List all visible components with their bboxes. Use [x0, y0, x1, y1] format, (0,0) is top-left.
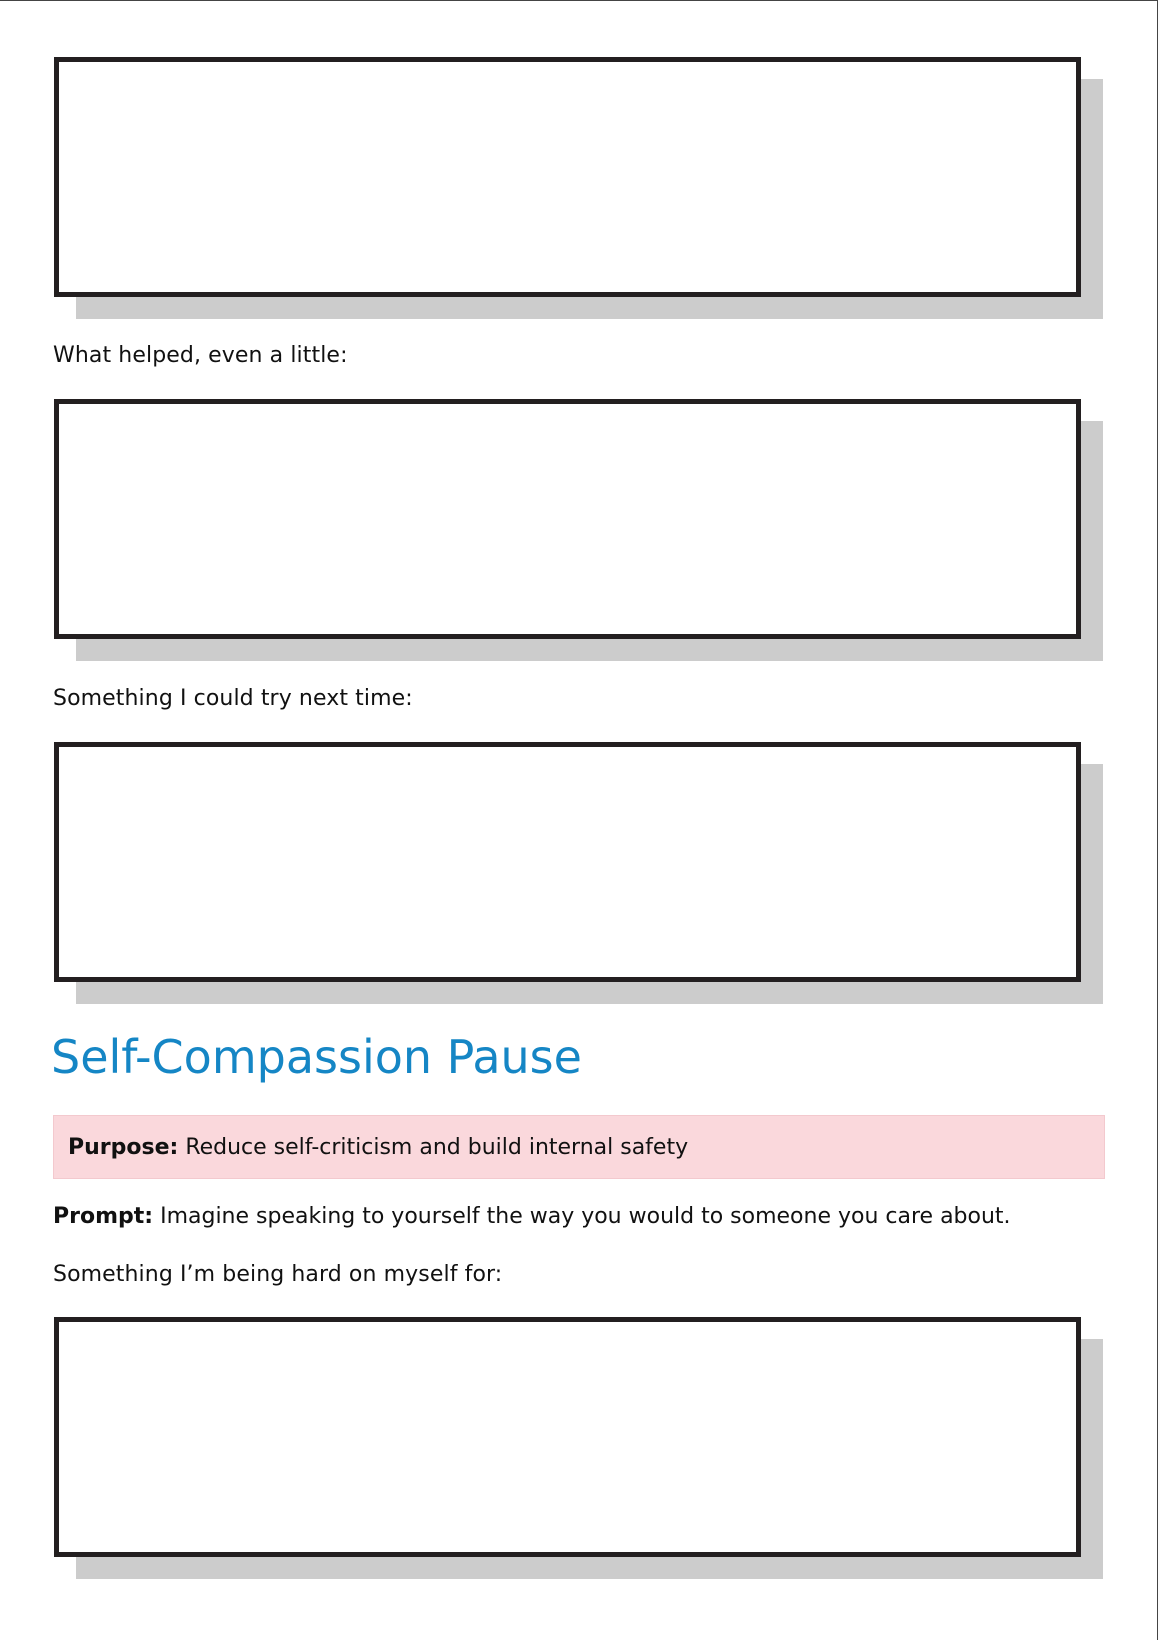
- prompt-text: Imagine speaking to yourself the way you would to someone you care about.: [160, 1204, 1011, 1229]
- prompt-line: [53, 1201, 1011, 1233]
- try-next-time-label: Something I could try next time:: [53, 686, 413, 711]
- purpose-callout: [53, 1115, 1105, 1179]
- writing-box-try-next-time[interactable]: [54, 742, 1081, 982]
- purpose-text: Reduce self-criticism and build internal safety: [185, 1134, 689, 1160]
- purpose-label: Purpose:: [68, 1134, 179, 1160]
- writing-box-hard-on-myself[interactable]: [54, 1317, 1081, 1557]
- hard-on-myself-label: Something I’m being hard on myself for:: [53, 1262, 503, 1287]
- writing-box-what-helped[interactable]: [54, 399, 1081, 639]
- what-helped-label: What helped, even a little:: [53, 343, 348, 368]
- writing-box-previous[interactable]: [54, 57, 1081, 297]
- section-title-self-compassion: Self-Compassion Pause: [51, 1030, 582, 1084]
- prompt-label: Prompt:: [53, 1204, 154, 1229]
